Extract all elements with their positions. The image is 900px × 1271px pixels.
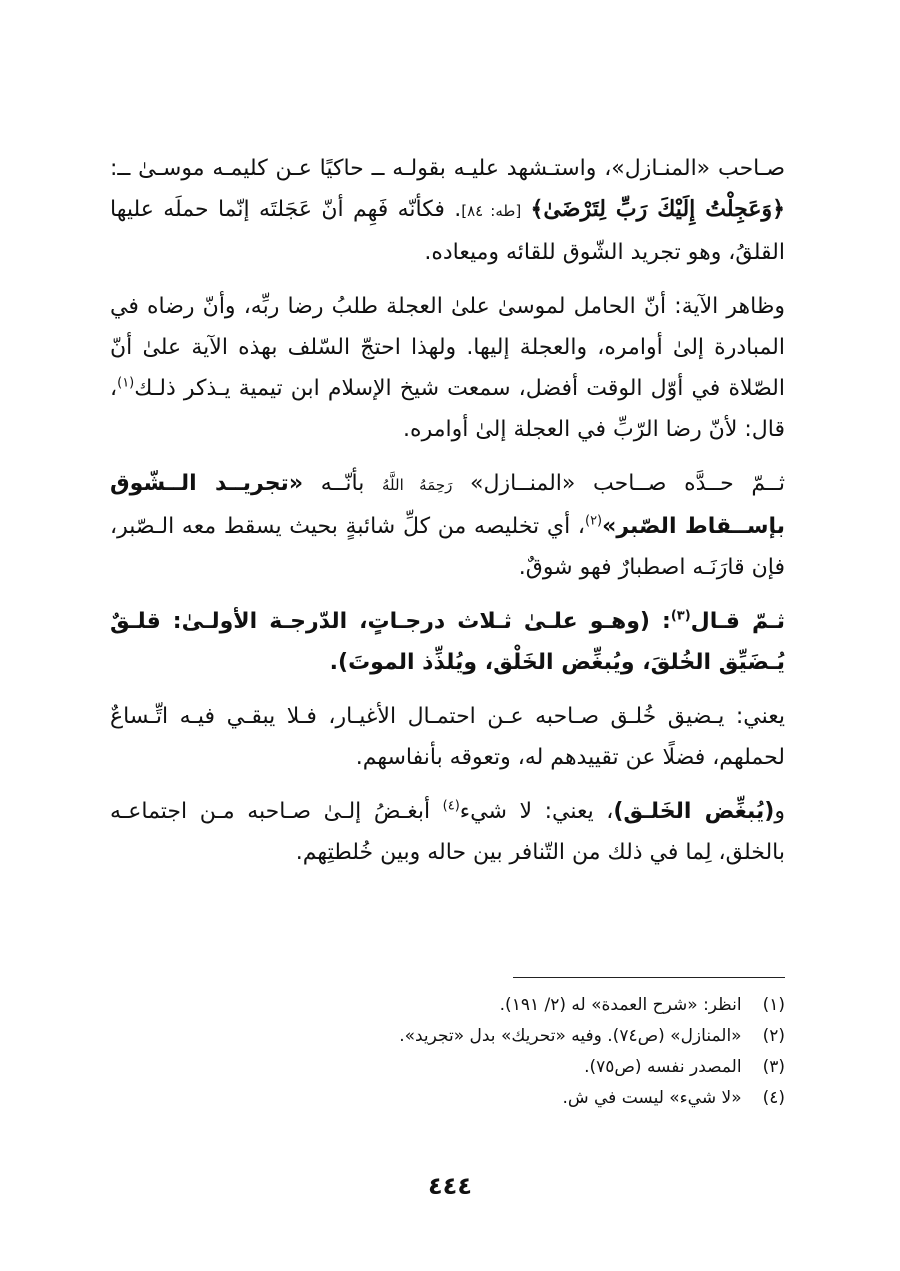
footnote-number: (٤) bbox=[762, 1088, 785, 1108]
honorific: رَحِمَهُ اللَّهُ bbox=[381, 476, 453, 494]
footnote-text: «المنازل» (ص٧٤). وفيه «تحريك» بدل «تجريد». bbox=[399, 1026, 742, 1046]
p3-c: ، أي تخليصه من كلِّ شائبةٍ بحيث يسقط معه الـصّبر، فإن قارَنَـه اصطبارٌ فهو شوقٌ. bbox=[110, 514, 785, 580]
p1-intro: صـاحب «المنـازل»، واستـشهد عليـه بقولـه ــ حاكيًا عـن كليمـه موسـىٰ ــ: bbox=[110, 156, 785, 181]
main-text bbox=[110, 148, 785, 886]
p3-bold-quote: «تجريــد الــشّوق بإســقاط الصّبر» bbox=[110, 471, 785, 539]
quran-verse: ﴿وَعَجِلْتُ إِلَيْكَ رَبِّ لِتَرْضَىٰ﴾ bbox=[530, 196, 785, 222]
p1-rest: . فكأنّه فَهِم أنّ عَجَلتَه إنّما حملَه عليها القلقُ، وهو تجريد الشّوق للقائه وميعاده. bbox=[110, 197, 785, 265]
footnote-mark-4: (٤) bbox=[442, 798, 460, 814]
page-number: ٤٤٤ bbox=[428, 1172, 472, 1200]
footnote-number: (٢) bbox=[762, 1026, 785, 1046]
p3-b: بأنّــه bbox=[320, 471, 365, 496]
footnote-3 bbox=[110, 1052, 785, 1083]
footnote-number: (٣) bbox=[762, 1057, 785, 1077]
p2-after: ، قال: لأنّ رضا الرّبِّ في العجلة إلىٰ أوامره. bbox=[110, 376, 785, 442]
footnote-mark-2: (٢) bbox=[584, 513, 603, 529]
p6-a: و bbox=[774, 799, 785, 824]
p4-lead: ثـمّ قـال bbox=[690, 609, 786, 634]
footnote-mark-3: (٣) bbox=[670, 608, 691, 624]
footnote-divider bbox=[513, 977, 785, 978]
paragraph-2 bbox=[110, 286, 785, 450]
footnote-number: (١) bbox=[762, 995, 785, 1015]
p4-body: : (وهـو علـىٰ ثـلاث درجـاتٍ، الدّرجـة الأولـىٰ: قلـقٌ يُـضَيِّق الخُلقَ، ويُبغِّض الخَلْق، ويُلذِّذ الموتَ). bbox=[110, 609, 785, 675]
paragraph-4 bbox=[110, 601, 785, 683]
footnotes bbox=[110, 990, 785, 1114]
p6-c: أبغـضُ إلـىٰ صـاحبه مـن اجتماعـه بالخلق، لِما في ذلك من التّنافر بين حاله وبين خُلطتِهم. bbox=[110, 799, 785, 865]
footnote-mark-1: (١) bbox=[117, 375, 135, 391]
p2-before: وظاهر الآية: أنّ الحامل لموسىٰ علىٰ العجلة طلبُ رضا ربِّه، وأنّ رضاه في المبادرة إلىٰ أوامره، والعجلة إليها. ولهذا احتجّ السّلف بهذه الآية علىٰ أنّ الصّلاة في أوّل الوقت أفضل، سمعت شيخ الإسلام ابن تيمية يـذكر ذلـك bbox=[110, 294, 785, 401]
paragraph-3 bbox=[110, 463, 785, 588]
p5-text: يعني: يـضيق خُلـق صـاحبه عـن احتمـال الأغيـار، فـلا يبقـي فيـه اتِّـساعٌ لحملهم، فضلًا عن تقييدهم له، وتعوقه بأنفاسهم. bbox=[110, 704, 785, 770]
footnote-text: المصدر نفسه (ص٧٥). bbox=[584, 1057, 742, 1077]
paragraph-5 bbox=[110, 696, 785, 778]
footnote-1 bbox=[110, 990, 785, 1021]
footnote-4 bbox=[110, 1083, 785, 1114]
paragraph-6 bbox=[110, 791, 785, 873]
footnote-text: «لا شيء» ليست في ش. bbox=[562, 1088, 742, 1108]
p6-bold-quote: (يُبغِّض الخَلـق) bbox=[613, 799, 775, 824]
verse-reference: [طه: ٨٤] bbox=[461, 202, 522, 220]
p3-a: ثــمّ حــدَّه صــاحب «المنــازل» bbox=[470, 471, 785, 496]
paragraph-1 bbox=[110, 148, 785, 273]
p6-b: ، يعني: لا شيء bbox=[459, 799, 614, 824]
footnote-text: انظر: «شرح العمدة» له (٢/ ١٩١). bbox=[499, 995, 742, 1015]
footnote-2 bbox=[110, 1021, 785, 1052]
